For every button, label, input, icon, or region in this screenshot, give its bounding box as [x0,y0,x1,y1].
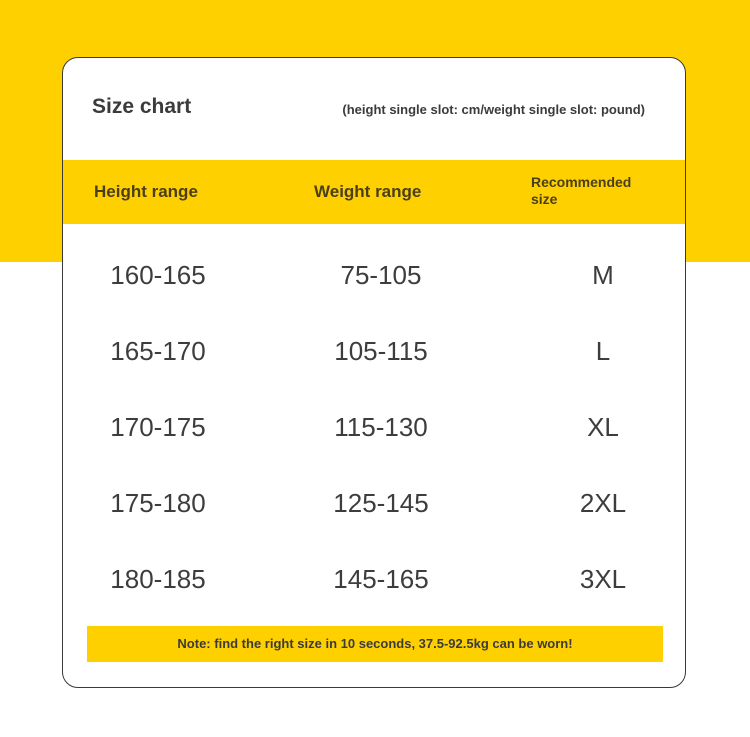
table-row [63,483,685,523]
height-cell: 170-175 [110,412,206,442]
weight-cell: 115-130 [334,412,428,442]
column-header-size: Recommended size [531,174,632,207]
height-cell: 160-165 [110,260,206,290]
table-row [63,255,685,295]
height-cell: 180-185 [110,564,206,594]
size-cell: 2XL [579,488,627,518]
weight-cell: 105-115 [334,336,428,366]
page-title: Size chart [92,95,192,118]
size-cell: L [595,336,611,366]
height-cell: 165-170 [110,336,206,366]
size-cell: XL [587,412,619,442]
table-header [63,160,685,224]
table-row [63,407,685,447]
weight-cell: 145-165 [333,564,429,594]
table-row [63,559,685,599]
column-header-weight: Weight range [314,182,422,201]
note-banner: Note: find the right size in 10 seconds, 37.5-92.5kg can be worn! [87,626,663,662]
column-header-height: Height range [94,182,198,201]
units-note: (height single slot: cm/weight single slot: pound) [342,102,645,117]
height-cell: 175-180 [110,488,206,518]
size-cell: 3XL [579,564,627,594]
table-row [63,331,685,371]
size-chart-card [62,57,686,688]
size-cell: M [592,260,614,290]
weight-cell: 125-145 [333,488,429,518]
weight-cell: 75-105 [340,260,422,290]
